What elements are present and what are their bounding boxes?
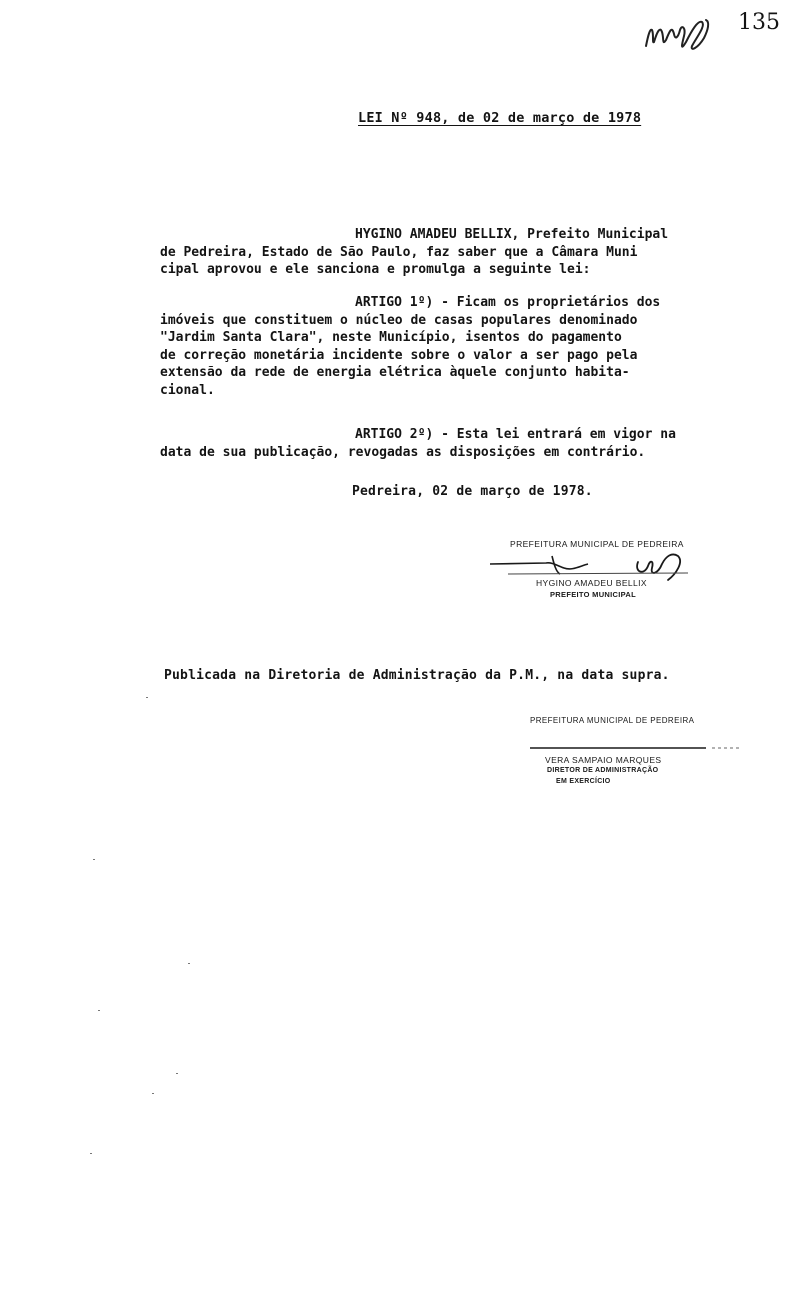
scan-speck	[188, 963, 190, 964]
place-date: Pedreira, 02 de março de 1978.	[352, 484, 593, 499]
signature-hygino	[488, 546, 708, 582]
signer-name-2: VERA SAMPAIO MARQUES	[545, 755, 662, 765]
signer-name-1: HYGINO AMADEU BELLIX	[536, 578, 647, 588]
article-1-line: imóveis que constituem o núcleo de casas populares denominado	[160, 312, 638, 328]
article-1-line: cional.	[160, 382, 215, 398]
scan-speck	[98, 1010, 100, 1011]
stamp-institution-1: PREFEITURA MUNICIPAL DE PEDREIRA	[510, 539, 684, 549]
article-1-paragraph	[160, 294, 745, 399]
scan-speck	[152, 1093, 154, 1094]
signer-role-2-line1: DIRETOR DE ADMINISTRAÇÃO	[547, 767, 659, 774]
signer-role-1: PREFEITO MUNICIPAL	[550, 590, 636, 599]
law-title: LEI Nº 948, de 02 de março de 1978	[358, 110, 642, 126]
scan-speck	[90, 1153, 92, 1154]
article-2-paragraph	[160, 426, 745, 461]
article-1-line: extensão da rede de energia elétrica àquele conjunto habita-	[160, 365, 630, 380]
stamp-institution-2: PREFEITURA MUNICIPAL DE PEDREIRA	[530, 716, 695, 725]
article-1-line: ARTIGO 1º) - Ficam os proprietários dos	[355, 295, 661, 310]
article-1-line: "Jardim Santa Clara", neste Município, isentos do pagamento	[160, 330, 622, 345]
publication-note: Publicada na Diretoria de Administração da P.M., na data supra.	[164, 668, 670, 683]
article-1-line: de correção monetária incidente sobre o valor a ser pago pela	[160, 347, 638, 363]
article-2-line: ARTIGO 2º) - Esta lei entrará em vigor na	[355, 427, 676, 442]
intro-line: de Pedreira, Estado de São Paulo, faz saber que a Câmara Muni	[160, 244, 638, 260]
intro-line: cipal aprovou e ele sanciona e promulga a seguinte lei:	[160, 262, 591, 277]
signature-line-2	[528, 742, 748, 754]
scan-speck	[93, 859, 95, 860]
handwritten-initials-mark	[640, 8, 740, 58]
intro-paragraph	[160, 226, 745, 279]
signer-role-2-line2: EM EXERCÍCIO	[556, 778, 611, 785]
scan-speck	[176, 1073, 178, 1074]
intro-line: HYGINO AMADEU BELLIX, Prefeito Municipal	[355, 227, 669, 242]
article-2-line: data de sua publicação, revogadas as disposições em contrário.	[160, 444, 646, 460]
page-number: 135	[738, 10, 780, 35]
scan-speck	[146, 697, 148, 698]
